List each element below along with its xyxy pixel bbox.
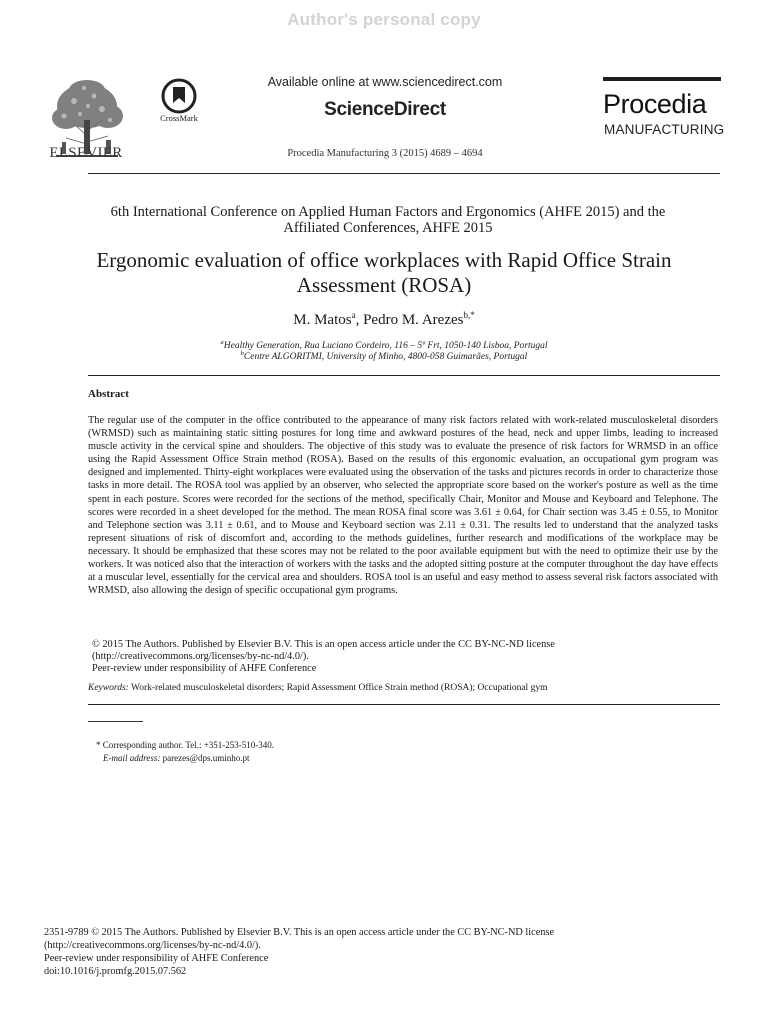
abstract-text: The regular use of the computer in the office contributed to the appearance of many risk factors related with work-related musculoskeletal disorders (WRMSD) such as maintaining static sitting postures for long time and awkward postures of the head, neck and upper limbs, leading to increased muscle activity in the cervical spine and shoulders. The objective of this study was to evaluate the presence of risk factors for WRMSD in an office using the Rapid Assessment Office Strain method (ROSA). Based on the results of this ergonomic evaluation, an occupational gym program was designed and implemented. Thirty-eight workplaces were evaluated using the observation of the tasks and pictures records in order to characterize those tasks in more detail. The ROSA tool was applied by an observer, who selected the appropriate score based on the worker's posture as well as the time spent in each posture. Scores were recorded for the sections of the method, specifically Chair, Monitor and Mouse and Keyboard and Telephone. The scores were recorded in a sheet developed for the method. The mean ROSA final score was 3.61 ± 0.64, for Chair section was 3.45 ± 0.55, to Monitor and Telephone section was 3.11 ± 0.61, and to Mouse and Keyboard section was 2.11 ± 0.31. The results led to understand that the analyzed tasks represent situations of risk of discomfort and, according to the methods guidelines, further research and modifications of the workplace may be necessary. It should be emphasized that these scores may not be related to the poor available equipment but with the need to optimize their use by the workers. It was noticed also that the interaction of workers with the tasks and the adopted sitting posture at the computer throughout the day have effects at a muscular level, essentially for the cervical area and shoulders. ROSA tool is an useful and easy method to assess several risk factors associated with WRMSD, also allowing the design of specific occupational gym programs.: [88, 415, 718, 597]
footnote-rule: [88, 721, 143, 722]
affiliation-mark: b: [240, 350, 244, 357]
elsevier-wordmark: ELSEVIER: [49, 145, 123, 161]
corresponding-mark: *: [470, 310, 475, 320]
procedia-logo-bar: [603, 77, 721, 81]
crossmark-label: CrossMark: [160, 113, 198, 123]
email-address[interactable]: parezes@dps.uminho.pt: [160, 753, 250, 763]
abstract-bottom-rule: [88, 704, 720, 705]
footer-license-link[interactable]: (http://creativecommons.org/licenses/by-nc-nd/4.0/).: [44, 940, 261, 951]
keywords: [88, 683, 718, 693]
author-name: M. Matos: [293, 312, 352, 328]
affiliation-text: Centre ALGORITMI, University of Minho, 4800-058 Guimarães, Portugal: [243, 352, 528, 363]
email-note: [103, 752, 249, 764]
author-name: Pedro M. Arezes: [363, 312, 464, 328]
conference-line-2: Affiliated Conferences, AHFE 2015: [283, 220, 493, 236]
journal-logo-name: Procedia: [603, 89, 707, 119]
author-affiliation-mark: b,: [463, 310, 471, 320]
journal-reference: Procedia Manufacturing 3 (2015) 4689 – 4694: [287, 148, 483, 159]
author-list: [80, 310, 688, 329]
paper-title: [70, 248, 698, 298]
abstract-heading: Abstract: [88, 388, 129, 400]
footer-peer-review: Peer-review under responsibility of AHFE Conference: [44, 953, 269, 964]
affiliation-text: Healthy Generation, Rua Luciano Cordeiro, 116 – 5º Frt, 1050-140 Lisboa, Portugal: [223, 341, 548, 352]
license-link[interactable]: (http://creativecommons.org/licenses/by-nc-nd/4.0/).: [92, 651, 309, 662]
email-label: E-mail address:: [103, 753, 161, 763]
sciencedirect-logo: ScienceDirect: [324, 99, 446, 120]
journal-logo-subtitle: MANUFACTURING: [604, 122, 725, 137]
watermark: Author's personal copy: [287, 10, 481, 29]
peer-review-note: Peer-review under responsibility of AHFE Conference: [92, 663, 317, 674]
header-rule: [88, 173, 720, 174]
title-line-1: Ergonomic evaluation of office workplaces with Rapid Office Strain: [96, 248, 672, 272]
affiliation-b: [80, 350, 688, 362]
keywords-label: Keywords:: [88, 683, 129, 693]
license-line-1: © 2015 The Authors. Published by Elsevier B.V. This is an open access article under the CC BY-NC-ND license: [92, 639, 555, 650]
footer-doi[interactable]: doi:10.1016/j.promfg.2015.07.562: [44, 966, 187, 977]
conference-line-1: 6th International Conference on Applied Human Factors and Ergonomics (AHFE 2015) and the: [110, 204, 666, 220]
corresponding-author-note: * Corresponding author. Tel.: +351-253-510-340.: [96, 740, 275, 750]
crossmark-icon[interactable]: [159, 78, 199, 118]
footer-copyright: 2351-9789 © 2015 The Authors. Published by Elsevier B.V. This is an open access article under the CC BY-NC-ND license: [44, 927, 555, 938]
author-affiliation-mark: a: [351, 310, 356, 320]
title-line-2: Assessment (ROSA): [296, 273, 472, 297]
keywords-text: Work-related musculoskeletal disorders; Rapid Assessment Office Strain method (ROSA); Occupational gym: [128, 683, 548, 693]
affiliation-mark: a: [220, 339, 224, 346]
abstract-top-rule: [88, 375, 720, 376]
author-separator: ,: [355, 312, 364, 328]
conference-name: [80, 204, 696, 236]
available-online[interactable]: Available online at www.sciencedirect.com: [267, 75, 503, 89]
